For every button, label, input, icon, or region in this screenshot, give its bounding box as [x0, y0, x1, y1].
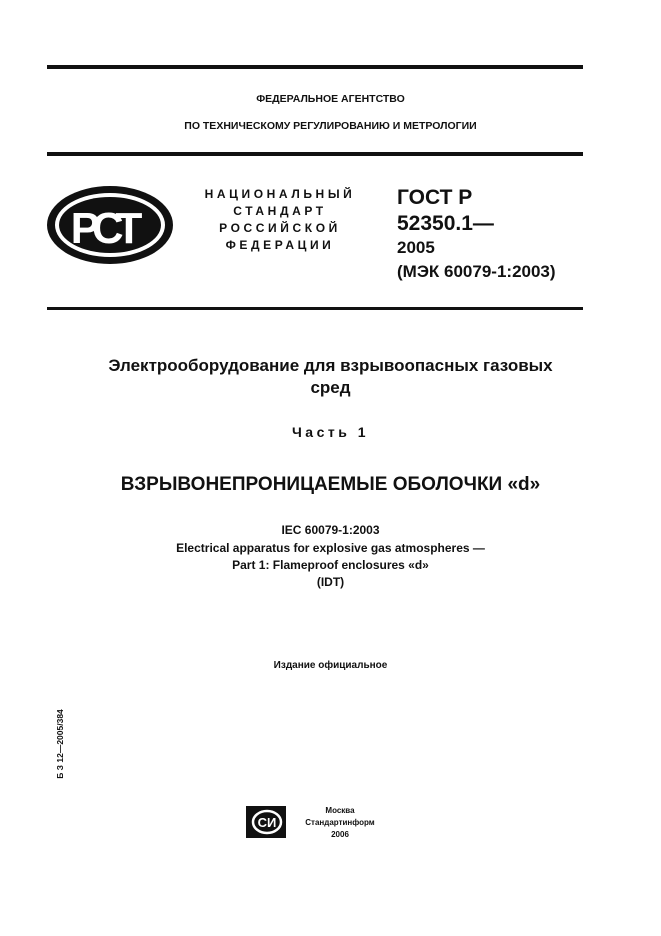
side-code: Б З 12—2005/384 — [55, 709, 65, 779]
publisher-logo-text: СИ — [257, 815, 277, 830]
standard-number: 52350.1— — [397, 212, 494, 235]
iec-part: Part 1: Flameproof enclosures «d» — [232, 558, 429, 572]
publisher-name: Стандартинформ — [305, 818, 375, 827]
agency-line-2: ПО ТЕХНИЧЕСКОМУ РЕГУЛИРОВАНИЮ И МЕТРОЛОГИИ — [184, 120, 477, 132]
rst-logo-icon — [44, 183, 176, 267]
iec-number: IEC 60079-1:2003 — [281, 523, 380, 537]
national-standard-line-3: РОССИЙСКОЙ — [219, 221, 341, 235]
agency-line-1: ФЕДЕРАЛЬНОЕ АГЕНТСТВО — [256, 93, 405, 105]
part-title: ВЗРЫВОНЕПРОНИЦАЕМЫЕ ОБОЛОЧКИ «d» — [120, 474, 541, 495]
header-rule — [47, 152, 583, 156]
document-title-line-1: Электрооборудование для взрывоопасных газовых — [108, 356, 553, 375]
logo-text: РСТ — [70, 204, 136, 253]
title-rule — [47, 307, 583, 310]
part-label: Часть 1 — [291, 424, 370, 440]
iec-identity: (IDT) — [316, 575, 345, 589]
top-rule — [47, 65, 583, 69]
document-title-line-2: сред — [310, 378, 351, 397]
national-standard-line-4: ФЕДЕРАЦИИ — [225, 238, 335, 252]
national-standard-line-1: НАЦИОНАЛЬНЫЙ — [204, 187, 356, 201]
national-standard-line-2: СТАНДАРТ — [233, 204, 327, 218]
iec-equivalent: (МЭК 60079-1:2003) — [397, 262, 556, 281]
standard-designation: ГОСТ Р — [397, 186, 473, 209]
standartinform-logo-icon — [246, 806, 286, 838]
edition-label: Издание официальное — [273, 660, 388, 671]
standard-year: 2005 — [397, 238, 435, 257]
iec-title: Electrical apparatus for explosive gas atmospheres — — [176, 541, 485, 555]
publisher-city: Москва — [325, 806, 355, 815]
publisher-year: 2006 — [331, 830, 349, 839]
